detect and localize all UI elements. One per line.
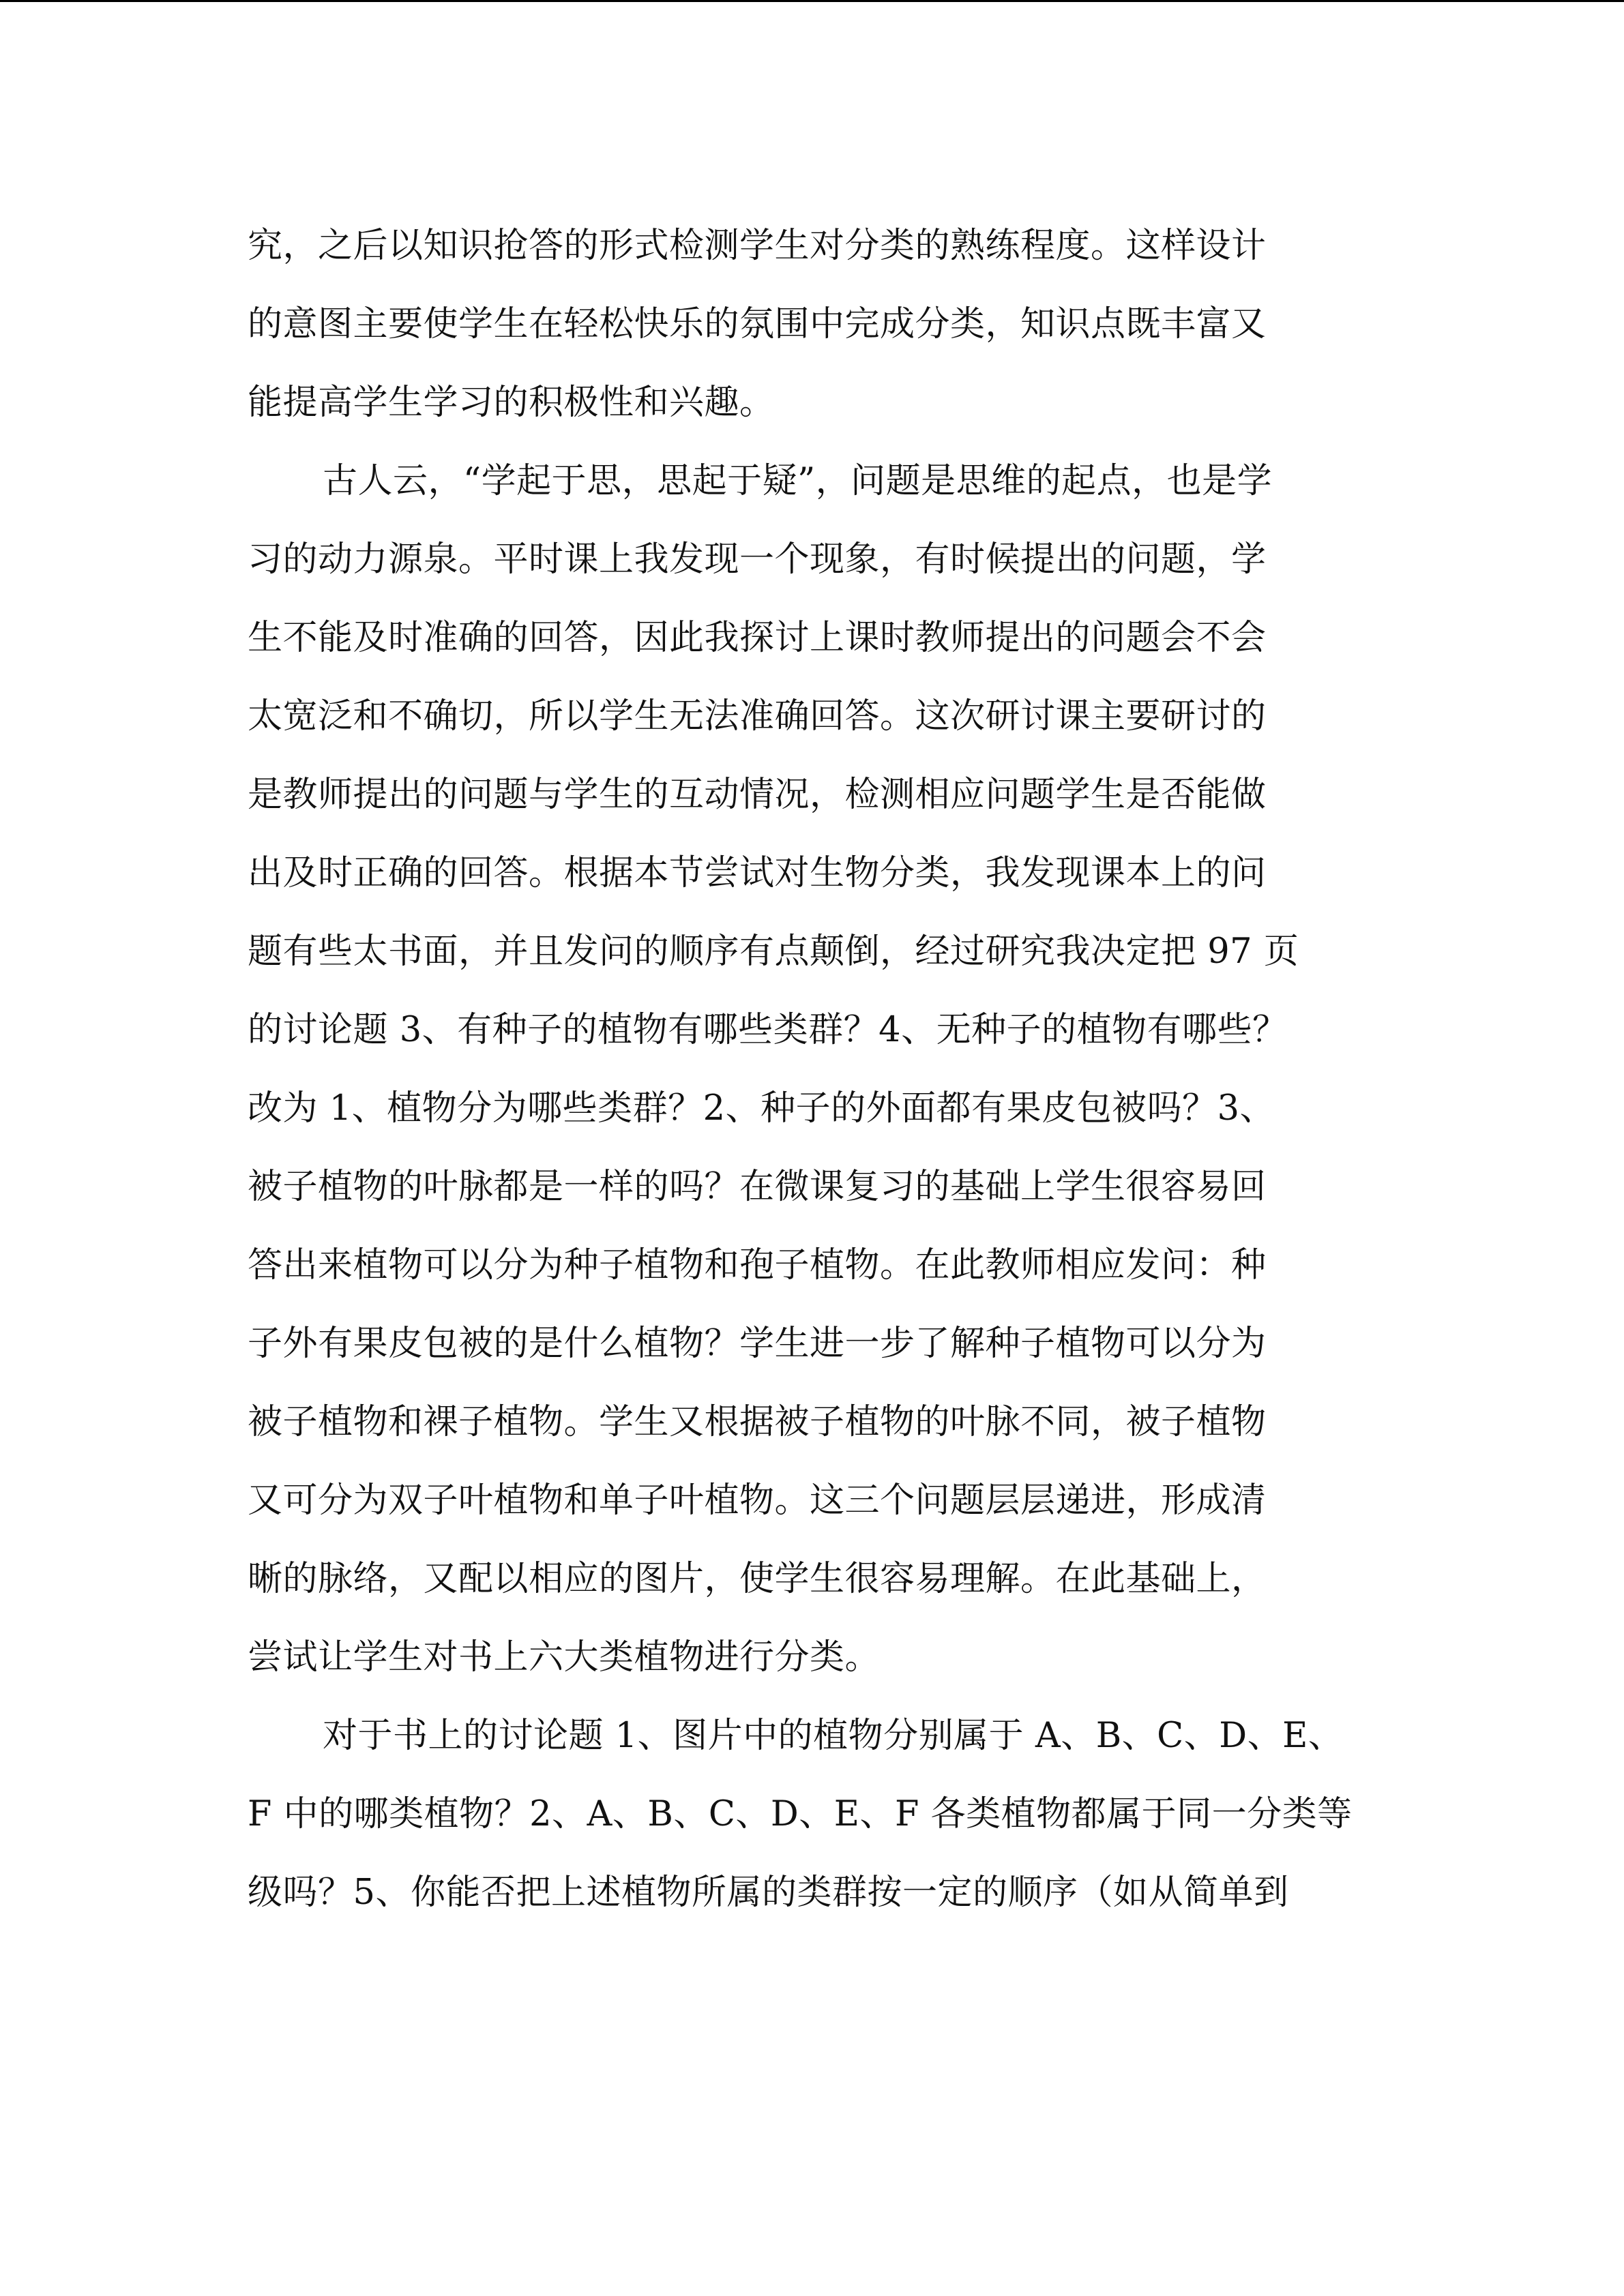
text-line: 晰的脉络，又配以相应的图片，使学生很容易理解。在此基础上，: [248, 1559, 1267, 1599]
text-line: 究，之后以知识抢答的形式检测学生对分类的熟练程度。这样设计: [248, 226, 1267, 266]
text-line: 出及时正确的回答。根据本节尝试对生物分类，我发现课本上的问: [248, 853, 1267, 893]
text-line: 答出来植物可以分为种子植物和孢子植物。在此教师相应发问：种: [248, 1245, 1267, 1285]
text-line: 习的动力源泉。平时课上我发现一个现象，有时候提出的问题，学: [248, 539, 1267, 580]
text-line: 能提高学生学习的积极性和兴趣。: [248, 383, 775, 423]
text-line: 改为 1、植物分为哪些类群？2、种子的外面都有果皮包被吗？3、: [248, 1088, 1275, 1129]
text-line: 的意图主要使学生在轻松快乐的氛围中完成分类，知识点既丰富又: [248, 304, 1267, 344]
text-line: 子外有果皮包被的是什么植物？学生进一步了解种子植物可以分为: [248, 1324, 1267, 1364]
text-line: 的讨论题 3、有种子的植物有哪些类群？4、无种子的植物有哪些？: [248, 1010, 1288, 1050]
text-line: F 中的哪类植物？2、A、B、C、D、E、F 各类植物都属于同一分类等: [248, 1794, 1353, 1834]
text-line: 题有些太书面，并且发问的顺序有点颠倒，经过研究我决定把 97 页: [248, 931, 1299, 972]
text-line: 生不能及时准确的回答，因此我探讨上课时教师提出的问题会不会: [248, 618, 1267, 658]
paragraph-first-line: 对于书上的讨论题 1、图片中的植物分别属于 A、B、C、D、E、: [323, 1716, 1344, 1756]
text-line: 级吗？5、你能否把上述植物所属的类群按一定的顺序（如从简单到: [248, 1873, 1289, 1913]
text-line: 被子植物和裸子植物。学生又根据被子植物的叶脉不同，被子植物: [248, 1402, 1267, 1442]
text-line: 又可分为双子叶植物和单子叶植物。这三个问题层层递进，形成清: [248, 1480, 1267, 1521]
text-line: 被子植物的叶脉都是一样的吗？在微课复习的基础上学生很容易回: [248, 1167, 1267, 1207]
paragraph-first-line: 古人云，“学起于思，思起于疑”，问题是思维的起点，也是学: [323, 461, 1273, 501]
text-line: 是教师提出的问题与学生的互动情况，检测相应问题学生是否能做: [248, 775, 1267, 815]
text-line: 太宽泛和不确切，所以学生无法准确回答。这次研讨课主要研讨的: [248, 696, 1267, 736]
text-line: 尝试让学生对书上六大类植物进行分类。: [248, 1637, 881, 1678]
document-body: [248, 207, 1373, 1932]
